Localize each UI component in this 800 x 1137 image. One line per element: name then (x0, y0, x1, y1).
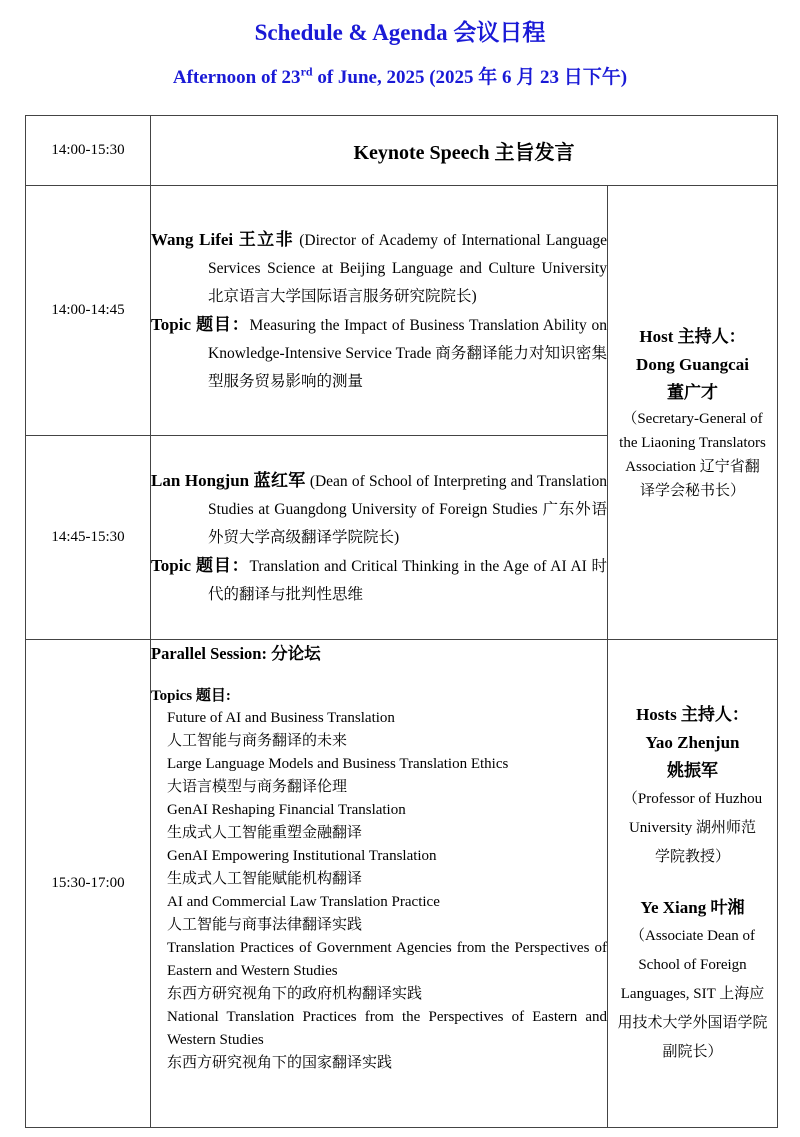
topic-zh: 东西方研究视角下的国家翻译实践 (167, 1055, 393, 1071)
topic-en: GenAI Empowering Institutional Translation (167, 848, 437, 864)
topic-en: Large Language Models and Business Translation Ethics (167, 756, 509, 772)
host-1-cell (608, 186, 778, 640)
keynote-title: Keynote Speech 主旨发言 (151, 116, 778, 186)
topic-item (151, 1006, 607, 1075)
page-title: Schedule & Agenda 会议日程 (254, 20, 546, 45)
parallel-title: Parallel Session: 分论坛 (151, 644, 321, 663)
subtitle-rest: of June, 2025 (2025 年 6 月 23 日下午) (312, 67, 628, 88)
topic-item (151, 891, 607, 937)
speaker-1-time: 14:00-14:45 (26, 186, 151, 436)
topic-zh: 生成式人工智能重塑金融翻译 (167, 825, 363, 841)
topic-item (151, 799, 607, 845)
host-2-desc2: （Associate Dean of School of Foreign Languages, SIT 上海应用技术大学外国语学院副院长） (617, 927, 768, 1060)
speaker-1-name: Wang Lifei 王立非 (151, 229, 294, 249)
parallel-row (26, 640, 778, 1128)
topic-en: AI and Commercial Law Translation Practice (167, 894, 440, 910)
keynote-row (26, 116, 778, 186)
topic-en: Future of AI and Business Translation (167, 710, 395, 726)
topic-item (151, 937, 607, 1006)
speaker-1-cell (151, 186, 608, 436)
topic-item (151, 753, 607, 799)
speaker-2-topic-text: Translation and Critical Thinking in the Age of AI AI 时代的翻译与批判性思维 (208, 557, 607, 603)
speaker-1-topic (151, 311, 607, 396)
host-2-name1-zh: 姚振军 (667, 760, 718, 780)
host-1-name-en: Dong Guangcai (636, 354, 749, 374)
speaker-2-cell (151, 436, 608, 640)
topic-zh: 大语言模型与商务翻译伦理 (167, 779, 348, 795)
host-2-name2: Ye Xiang 叶湘 (640, 897, 745, 917)
topic-item (151, 707, 607, 753)
topic-zh: 东西方研究视角下的政府机构翻译实践 (167, 986, 423, 1002)
topic-zh: 人工智能与商务翻译的未来 (167, 733, 348, 749)
topic-list (151, 707, 607, 1075)
topic-en: Translation Practices of Government Agencies from the Perspectives of Eastern and Western Studies (167, 940, 607, 979)
host-2-name1-en: Yao Zhenjun (645, 732, 740, 752)
host-2-desc1: （Professor of Huzhou University 湖州师范学院教授） (622, 790, 763, 865)
speaker-2-name: Lan Hongjun 蓝红军 (151, 470, 306, 490)
speaker-2-topic (151, 552, 607, 609)
keynote-time: 14:00-15:30 (26, 116, 151, 186)
subtitle-date: Afternoon of 23 (172, 67, 301, 88)
host-1-desc: （Secretary-General of the Liaoning Translators Association 辽宁省翻译学会秘书长） (619, 410, 766, 499)
speaker-2-info (151, 467, 607, 552)
host-2-cell (608, 640, 778, 1128)
host-1-label: Host 主持人： (639, 326, 746, 346)
topic-item (151, 845, 607, 891)
topic-en: National Translation Practices from the Perspectives of Eastern and Western Studies (167, 1009, 607, 1048)
topic-en: GenAI Reshaping Financial Translation (167, 802, 406, 818)
page-subtitle (0, 62, 800, 89)
speaker-1-info (151, 226, 607, 311)
topic-zh: 生成式人工智能赋能机构翻译 (167, 871, 363, 887)
topics-label: Topics 题目: (151, 688, 231, 704)
parallel-time: 15:30-17:00 (26, 640, 151, 1128)
host-2-label: Hosts 主持人： (636, 704, 749, 724)
parallel-cell (151, 640, 608, 1128)
speaker-1-topic-text: Measuring the Impact of Business Translation Ability on Knowledge-Intensive Service Trade 商务翻译能力对知识密集型服务贸易影响的测量 (208, 316, 607, 390)
subtitle-ordinal: rd (300, 64, 313, 79)
speaker-row-1 (26, 186, 778, 436)
host-1-name-zh: 董广才 (667, 382, 718, 402)
speaker-2-bio: (Dean of School of Interpreting and Translation Studies at Guangdong University of Foreign Studies 广东外语外贸大学高级翻译学院院长) (208, 472, 607, 546)
topic-zh: 人工智能与商事法律翻译实践 (167, 917, 363, 933)
speaker-2-time: 14:45-15:30 (26, 436, 151, 640)
speaker-1-topic-label: Topic 题目： (151, 314, 250, 334)
schedule-table (25, 115, 778, 1128)
speaker-1-bio: (Director of Academy of International Language Services Science at Beijing Language and Culture University 北京语言大学国际语言服务研究院院长) (208, 231, 608, 305)
speaker-2-topic-label: Topic 题目： (151, 555, 250, 575)
